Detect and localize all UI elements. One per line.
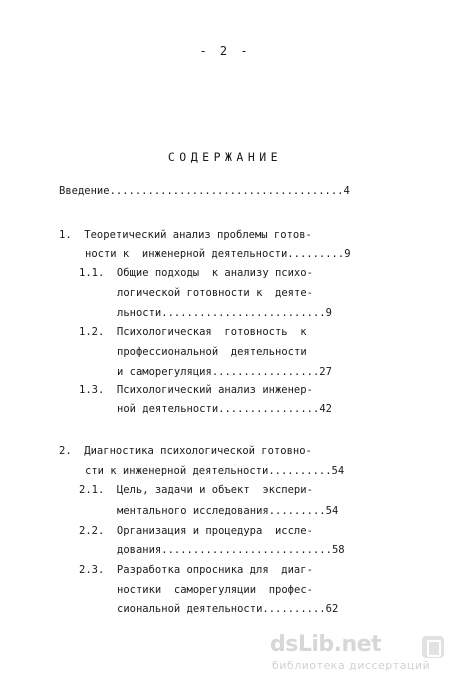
toc-line [117,602,338,616]
toc-line [79,383,313,397]
toc-text: 1.1. Общие подходы к анализу психо- [79,267,313,279]
toc-text: ной деятельности [117,403,219,415]
toc-dots: ......... [268,505,326,517]
toc-line [59,444,312,458]
toc-text: 1.2. Психологическая готовность к [79,326,307,338]
toc-line [117,504,338,518]
toc-dots: .......................... [161,307,326,319]
toc-line [79,266,313,280]
toc-page: 27 [319,366,332,378]
toc-line [117,543,345,557]
toc-line [85,247,351,261]
toc-line [85,464,344,478]
toc-text: логической готовности к деяте- [117,287,313,299]
toc-line [117,306,332,320]
watermark-subtitle: библиотека диссертаций [272,659,431,672]
toc-text: и саморегуляция [117,366,212,378]
toc-text: Введение [59,185,110,197]
toc-text: дования [117,544,162,556]
toc-line [117,365,332,379]
toc-line [117,583,313,597]
toc-dots: .......... [268,465,332,477]
toc-line [117,286,313,300]
dslib-watermark [268,632,448,676]
toc-line [117,402,332,416]
toc-page: 54 [331,465,345,477]
toc-text: ностики саморегуляции профес- [117,584,313,596]
toc-line [79,325,307,339]
toc-text: льности [117,307,162,319]
toc-text: ности к инженерной деятельности [85,248,288,260]
toc-text: 2. Диагностика психологической готовно- [59,445,312,457]
toc-dots: ......... [287,248,345,260]
toc-line [79,563,313,577]
toc-text: ментального исследования [117,505,269,517]
toc-text: 1. Теоретический анализ проблемы готов- [59,229,312,241]
toc-text: профессиональной деятельности [117,346,307,358]
toc-text: сти к инженерной деятельности [85,465,269,477]
toc-page: 42 [319,403,332,415]
toc-text: 2.3. Разработка опросника для диаг- [79,564,313,576]
toc-page: 62 [325,603,339,615]
toc-page: 58 [331,544,345,556]
toc-text: 2.1. Цель, задачи и объект экспери- [79,484,313,496]
toc-line [117,345,307,359]
toc-page: 9 [344,248,351,260]
toc-text: сиональной деятельности [117,603,263,615]
watermark-logo: dsLib.net [270,632,382,657]
toc-text: 2.2. Организация и процедура иссле- [79,525,313,537]
toc-text: 1.3. Психологический анализ инженер- [79,384,313,396]
toc-line [59,184,350,198]
toc-dots: ................. [211,366,320,378]
toc-page: 9 [325,307,332,319]
toc-dots: .......... [262,603,326,615]
toc-dots: ..................................... [109,185,344,197]
toc-line [79,524,313,538]
toc-dots: ................ [218,403,320,415]
toc-line [59,228,312,242]
page-number: - 2 - [199,44,251,58]
toc-dots: ........................... [161,544,332,556]
toc-line [79,483,313,497]
toc-page: 54 [325,505,339,517]
toc-page: 4 [343,185,350,197]
toc-title: СОДЕРЖАНИЕ [167,150,283,164]
book-icon [422,636,444,658]
